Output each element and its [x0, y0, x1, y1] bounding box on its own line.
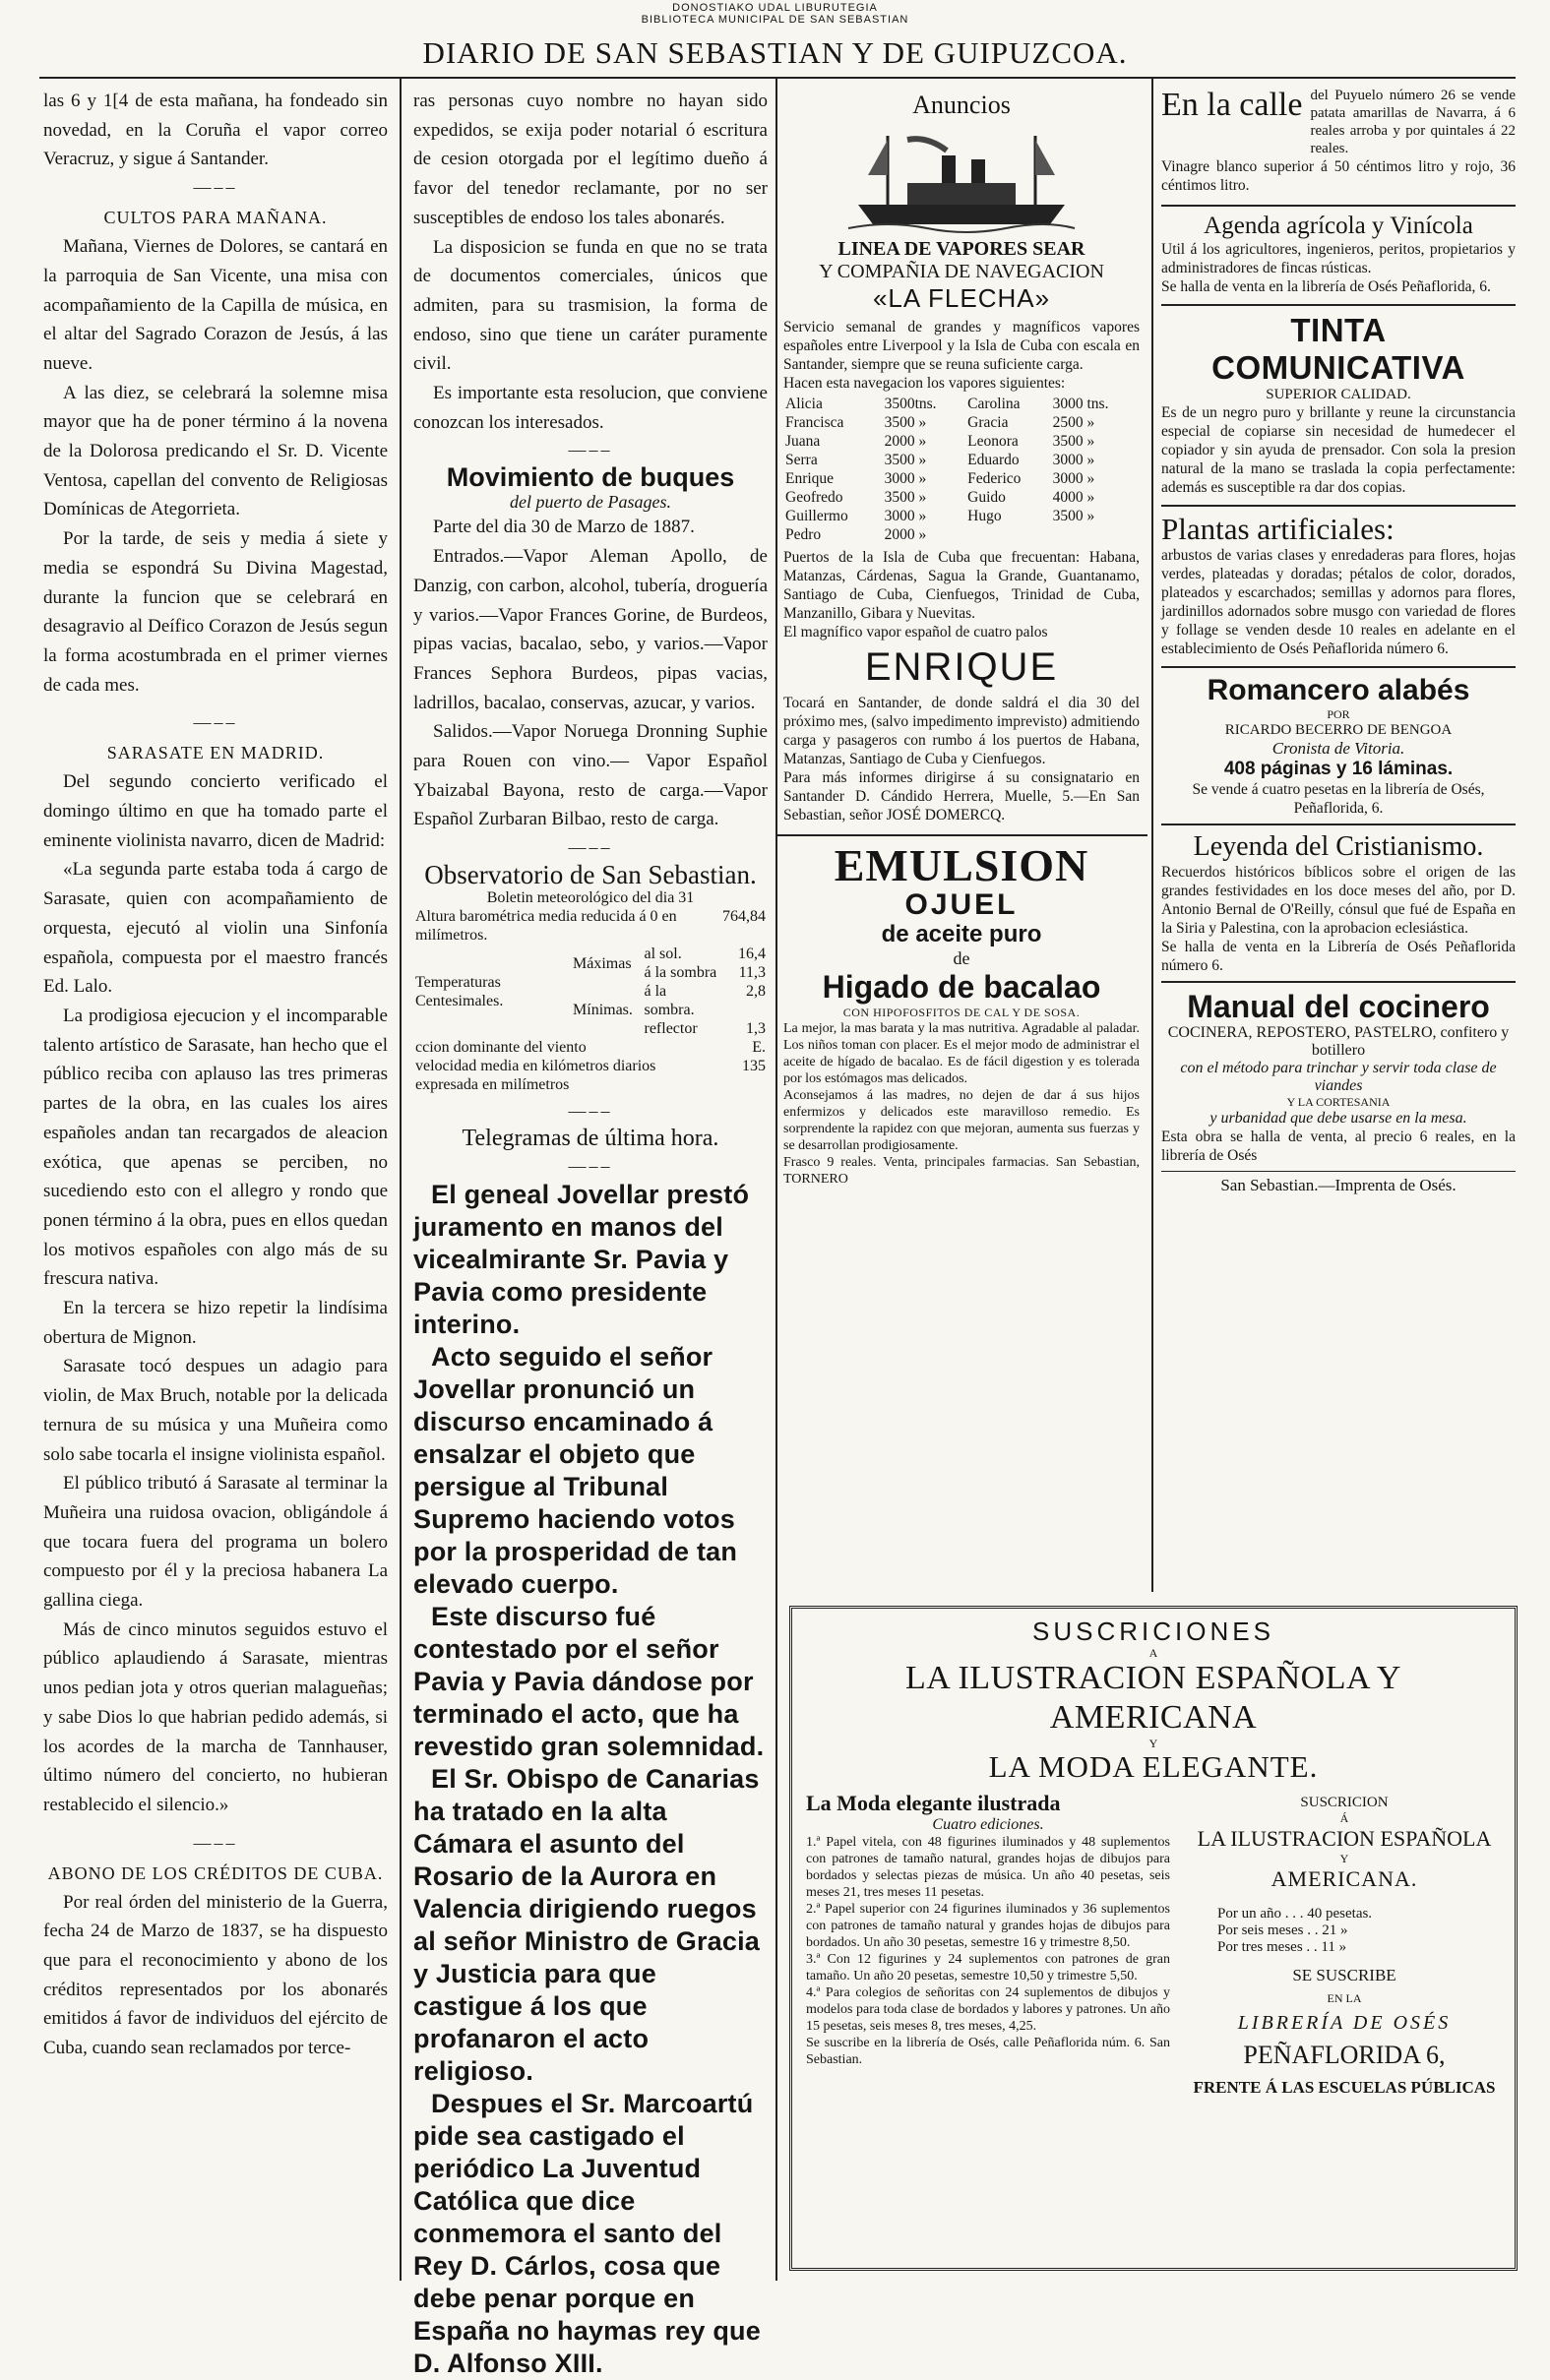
- emulsion-title: EMULSION: [834, 840, 1089, 890]
- weather-label: reflector: [644, 1020, 698, 1038]
- romancero-cronista: Cronista de Vitoria.: [1271, 739, 1405, 758]
- manual-cocinera: COCINERA, REPOSTERO, PASTELRO, confitero y botillero: [1167, 1024, 1510, 1059]
- ad-divider: [1161, 304, 1516, 306]
- column-1: [43, 87, 388, 2271]
- en-la-calle-text: del Puyuelo número 26 se vende patata amarillas de Navarra, á 6 reales arroba y por quintales á 22 reales.: [1310, 88, 1516, 156]
- observatorio-heading: Observatorio de San Sebastian.: [424, 860, 757, 890]
- ship-row: [783, 413, 1140, 432]
- abono-paragraph-3: Es importante esta resolucion, que conviene conozcan los interesados.: [413, 383, 768, 433]
- ship-cell: Eduardo: [967, 452, 1020, 468]
- ship-cell: 3500 »: [884, 489, 927, 506]
- telegramas-heading: Telegramas de última hora.: [462, 1126, 719, 1152]
- shipping-note: las 6 y 1[4 de esta mañana, ha fondeado sin novedad, en la Coruña el vapor correo Veracruz, y sigue á Santander.: [43, 91, 388, 170]
- sarasate-paragraph-5: Sarasate tocó despues un adagio para violin, de Max Bruch, notable por la delicada ternura de su música y una Muñeira como solo sabe tocarla el insigne violinista español.: [43, 1356, 388, 1465]
- abono-heading: ABONO DE LOS CRÉDITOS DE CUBA.: [47, 1862, 384, 1883]
- weather-value: E.: [752, 1039, 766, 1057]
- enrique-title: ENRIQUE: [864, 645, 1059, 689]
- suscricion-y: Y: [1339, 1852, 1349, 1865]
- ship-cell: Juana: [785, 433, 821, 450]
- anuncios-heading: Anuncios: [912, 91, 1011, 119]
- edicion-4: 4.ª Para colegios de señoritas con 24 suplementos de dibujos y modelos para toda clase de bordados y labores y patrones. Un año 15 pesetas, seis meses 8, tres meses, 4,25.: [806, 1985, 1170, 2034]
- sarasate-paragraph-3: La prodigiosa ejecucion y el incomparable talento artístico de Sarasate, han hecho que el público reciba con aplauso las tres primeras partes de la obra, en las cuales los aires españoles andan tan recargados de aleacion exótica, que apenas se perciben, no sucediendo esto con el allegro y rondo que ponen término á la obra, pues en ellos quedan los motivos españoles con algo más de su frescura nativa.: [43, 1005, 388, 1290]
- sarasate-heading: SARASATE EN MADRID.: [106, 743, 325, 763]
- telegrama-4: El Sr. Obispo de Canarias ha tratado en la alta Cámara el asunto del Rosario de la Aurora en Valencia dirigiendo ruegos al señor Ministro de Gracia y Justicia para que castigue á los que profanaron el acto religioso.: [413, 1764, 761, 2087]
- weather-label: al sol.: [644, 946, 682, 963]
- column-divider-3: [1151, 77, 1153, 1592]
- ship-cell: 3000 »: [1052, 452, 1095, 468]
- libreria-oses: LIBRERÍA DE OSÉS: [1237, 2012, 1452, 2034]
- emulsion-paragraph-1: La mejor, la mas barata y la mas nutritiva. Agradable al paladar. Los niños toman con placer. Es el mejor modo de administrar el aceite de hígado de bacalao. Es de fácil digestion y es tolerada por los estómagos mas delicados.: [783, 1021, 1140, 1086]
- ship-cell: 3500 »: [884, 452, 927, 468]
- tinta-text: Es de un negro puro y brillante y reune la circunstancia especial de copiarse sin necesidad de humedecer el copiador y sin ayuda de prensador. Con sola la presion natural de la mano se traslada la copia perfectamente: además es susceptible ra dar dos copias.: [1161, 404, 1516, 496]
- newspaper-title: DIARIO DE SAN SEBASTIAN Y DE GUIPUZCOA.: [422, 35, 1128, 70]
- higado-title: Higado de bacalao: [822, 969, 1101, 1005]
- cultos-paragraph-1: Mañana, Viernes de Dolores, se cantará en la parroquia de San Vicente, una misa con acompañamiento de la Capilla de música, en el altar del Sagrado Corazon de Jesús, á las nueve.: [43, 236, 388, 374]
- ship-cell: 3500 »: [1052, 433, 1095, 450]
- en-la-calle-ad: [1161, 87, 1516, 157]
- weather-value: 135: [742, 1058, 766, 1075]
- weather-label: á la sombra: [644, 964, 717, 982]
- weather-value: 16,4: [738, 946, 766, 963]
- ship-row: [783, 451, 1140, 469]
- ad-divider: [1161, 666, 1516, 668]
- ship-cell: 3000 »: [1052, 470, 1095, 487]
- ship-row: [783, 507, 1140, 525]
- se-suscribe: SE SUSCRIBE: [1292, 1966, 1396, 1984]
- column-3: [783, 87, 1140, 1582]
- americana-label: AMERICANA.: [1271, 1866, 1418, 1891]
- price-year: Por un año . . . 40 pesetas.: [1217, 1906, 1373, 1922]
- cultos-paragraph-3: Por la tarde, de seis y media á siete y media se espondrá Su Divina Magestad, durante la funcion que se celebrará en desagravio al Deífico Corazon de Jesús segun la forma acostumbrada en el primer viernes de cada mes.: [43, 528, 388, 696]
- plantas-text: arbustos de varias clases y enredaderas para flores, hojas verdes, plateadas y doradas; pétalos de color, dorados, plateados y escarchados; semillas y adornos para flores, jardinillos adornados sobre musgo con variedad de flores y follage se venden desde 10 reales en adelante en el establecimiento de Osés Peñaflorida número 6.: [1161, 547, 1516, 657]
- ilustracion-title: LA ILUSTRACION ESPAÑOLA Y AMERICANA: [905, 1660, 1401, 1736]
- weather-value: 1,3: [746, 1020, 766, 1038]
- suscriciones-a: A: [1148, 1646, 1158, 1660]
- manual-urbanidad: y urbanidad que debe usarse en la mesa.: [1209, 1110, 1467, 1127]
- ad-divider: [775, 834, 1147, 836]
- cultos-heading: CULTOS PARA MAÑANA.: [103, 208, 328, 228]
- separator: —––: [568, 1156, 613, 1177]
- sarasate-paragraph-4: En la tercera se hizo repetir la lindísima obertura de Mignon.: [43, 1298, 388, 1348]
- leyenda-title: Leyenda del Cristianismo.: [1193, 831, 1484, 862]
- weather-label: á la sombra.: [644, 983, 695, 1019]
- frente-escuelas: FRENTE Á LAS ESCUELAS PÚBLICAS: [1193, 2078, 1496, 2097]
- suscriciones-title: SUSCRICIONES: [1032, 1617, 1274, 1646]
- ship-cell: Serra: [785, 452, 818, 468]
- leyenda-text: Recuerdos históricos bíblicos sobre el origen de las grandes festividades en los doce meses del año, por D. Antonio Bernal de O'Reilly, cónsul que fué de España en la Siria y Palestina, con la aprobacion eclesiástica.: [1161, 864, 1516, 937]
- weather-label: velocidad media en kilómetros diarios expresada en milímetros: [415, 1058, 656, 1094]
- imprenta-line: San Sebastian.—Imprenta de Osés.: [1220, 1176, 1457, 1194]
- ship-cell: Leonora: [967, 433, 1019, 450]
- ship-row: [783, 525, 1140, 544]
- weather-label: Altura barométrica media reducida á 0 en milímetros.: [415, 908, 677, 945]
- linea-vapores-title: LINEA DE VAPORES SEAR: [837, 238, 1085, 260]
- suscricion-a: Á: [1339, 1811, 1349, 1825]
- column-divider-2: [775, 77, 777, 2281]
- separator: —––: [193, 712, 238, 733]
- ships-table: [783, 395, 1140, 544]
- ship-cell: 3500 »: [884, 414, 927, 431]
- moda-column: [806, 1791, 1170, 2098]
- observatorio-subheading: Boletin meteorológico del dia 31: [486, 889, 695, 907]
- weather-value: 764,84: [722, 908, 766, 926]
- ship-cell: Guido: [967, 489, 1006, 506]
- weather-label: Máximas: [573, 954, 632, 972]
- movimiento-subheading: del puerto de Pasages.: [510, 492, 671, 513]
- separator: —––: [193, 1832, 238, 1853]
- ilustracion-espanola: LA ILUSTRACION ESPAÑOLA: [1197, 1826, 1492, 1851]
- ship-cell: 3500 »: [1052, 508, 1095, 524]
- edicion-2: 2.ª Papel superior con 24 figurines iluminados y 36 suplementos con patrones de tamaño natural y grandes hojas de dibujos para bordados. Un año 30 pesetas, semestre 16 y trimestre 8,50.: [806, 1902, 1170, 1950]
- abono-continued: ras personas cuyo nombre no hayan sido expedidos, se exija poder notarial ó escritura de cesion otorgada por el legítimo dueño á favor del tenedor reclamante, por no ser susceptibles de endoso los tales abonarés.: [413, 91, 768, 228]
- ship-cell: Guillermo: [785, 508, 848, 524]
- column-4: [1161, 87, 1516, 1582]
- ship-cell: 2000 »: [884, 433, 927, 450]
- ship-cell: 3000 »: [884, 508, 927, 524]
- penaflorida-address: PEÑAFLORIDA 6,: [1243, 2041, 1446, 2069]
- ship-cell: 2500 »: [1052, 414, 1095, 431]
- edicion-1: 1.ª Papel vitela, con 48 figurines iluminados y 48 suplementos con patrones de tamaño natural, grandes hojas de dibujos para bordados y selectas piezas de música. Un año 40 pesetas, seis meses 21, tres meses 11 pesetas.: [806, 1835, 1170, 1900]
- ad-divider: [1161, 1171, 1516, 1172]
- column-2: [413, 87, 768, 2379]
- de-line: de: [953, 948, 970, 968]
- separator: —––: [568, 440, 613, 460]
- emulsion-paragraph-3: Frasco 9 reales. Venta, principales farmacias. San Sebastian, TORNERO: [783, 1155, 1140, 1187]
- enrique-paragraph-2: Para más informes dirigirse á su consignatario en Santander D. Cándido Herrera, Muelle, 5.—En San Sebastian, señor JOSÉ DOMERCQ.: [783, 769, 1140, 824]
- ship-cell: 3000 »: [884, 470, 927, 487]
- suscriciones-ad: [789, 1606, 1518, 2271]
- ojuel-title: OJUEL: [904, 888, 1019, 921]
- steamship-icon: [848, 126, 1075, 234]
- aceite-line: de aceite puro: [881, 921, 1042, 947]
- emulsion-paragraph-2: Aconsejamos á las madres, no dejen de dar á sus hijos enfermizos y delicados este maravilloso remedio. Es sorprendente la rapidez con que mejoran, aumenta sus fuerzas y se desarrollan prodigiosamente.: [783, 1088, 1140, 1153]
- ship-row: [783, 488, 1140, 507]
- suscriciones-y: Y: [1148, 1737, 1158, 1750]
- separator: —––: [568, 837, 613, 858]
- plantas-title: Plantas artificiales:: [1161, 512, 1395, 546]
- sarasate-paragraph-6: El público tributó á Sarasate al terminar la Muñeira una ruidosa ovacion, obligándole á que tocara fuera del programa un bolero compuesto por él y la preciosa habanera La gallina ciega.: [43, 1473, 388, 1612]
- weather-value: 11,3: [738, 964, 766, 982]
- abono-paragraph: Por real órden del ministerio de la Guerra, fecha 24 de Marzo de 1837, se ha dispuesto que para el reconocimiento y abono de los créditos representados por los abonarés emitidos á favor de individuos del ejército de Cuba, cuando sean reclamados por terce-: [43, 1891, 388, 2059]
- header-rule: [39, 77, 1516, 79]
- ship-cell: 3500tns.: [884, 396, 937, 412]
- ship-row: [783, 432, 1140, 451]
- manual-metodo: con el método para trinchar y servir toda clase de viandes: [1180, 1060, 1497, 1094]
- weather-value: 2,8: [746, 983, 766, 1001]
- column-divider-1: [400, 77, 402, 2281]
- movimiento-salidos: Salidos.—Vapor Noruega Dronning Suphie para Rouen con vino.— Vapor Español Ybaizabal Bayona, resto de carga.—Vapor Español Zurbaran Bilbao, resto de carga.: [413, 721, 768, 830]
- weather-label: Temperaturas Centesimales.: [415, 973, 504, 1009]
- ship-cell: Alicia: [785, 396, 823, 412]
- separator: —––: [568, 1101, 613, 1122]
- agenda-text: Util á los agricultores, ingenieros, peritos, propietarios y administradores de fincas rústicas.: [1161, 241, 1516, 276]
- ship-cell: 3000 tns.: [1052, 396, 1109, 412]
- flecha-paragraph-3: Puertos de la Isla de Cuba que frecuentan: Habana, Matanzas, Cárdenas, Sagua la Grande, Guantanamo, Santiago de Cuba, Cienfuegos, Trinidad de Cuba, Manzanillo, Gibara y Nuevitas.: [783, 549, 1140, 622]
- ilustracion-column: [1188, 1791, 1501, 2098]
- ship-cell: Francisca: [785, 414, 844, 431]
- romancero-pages: 408 páginas y 16 láminas.: [1223, 759, 1454, 779]
- moda-elegante-title: LA MODA ELEGANTE.: [988, 1749, 1319, 1784]
- movimiento-heading: Movimiento de buques: [446, 462, 735, 493]
- hipofosfitos-line: CON HIPOFOSFITOS DE CAL Y DE SOSA.: [842, 1006, 1081, 1019]
- cuatro-ediciones: Cuatro ediciones.: [932, 1816, 1044, 1833]
- ship-cell: Carolina: [967, 396, 1021, 412]
- telegrama-5: Despues el Sr. Marcoartú pide sea castigado el periódico La Juventud Católica que dice conmemora el santo del Rey D. Cárlos, cosa que debe penar porque en España no haymas rey que D. Alfonso XIII.: [413, 2089, 761, 2379]
- telegrama-3: Este discurso fué contestado por el señor Pavia y Pavia dándose por terminado el acto, que ha revestido gran solemnidad.: [413, 1602, 765, 1762]
- romancero-title: Romancero alabés: [1207, 674, 1470, 706]
- ship-cell: Hugo: [967, 508, 1002, 524]
- library-header: DONOSTIAKO UDAL LIBURUTEGIA BIBLIOTECA MUNICIPAL DE SAN SEBASTIAN: [641, 2, 909, 26]
- price-three-months: Por tres meses . . 11 »: [1217, 1939, 1347, 1955]
- suscriciones-columns: [806, 1791, 1501, 2098]
- manual-title: Manual del cocinero: [1187, 989, 1490, 1024]
- sarasate-paragraph-2: «La segunda parte estaba toda á cargo de Sarasate, quien con acompañamiento de orquesta, ejecutó al violin una Sinfonía española, compuesta por el maestro francés Ed. Lalo.: [43, 859, 388, 998]
- weather-table: [413, 907, 768, 1094]
- ad-divider: [1161, 205, 1516, 207]
- weather-label: Mínimas.: [573, 1002, 633, 1019]
- movimiento-entrados: Entrados.—Vapor Aleman Apollo, de Danzig, con carbon, alcohol, tubería, droguería y varios.—Vapor Frances Gorine, de Burdeos, pipas vacias, bacalao, sebo, y varios.—Vapor Frances Sephora Burdeos, pipas vacias, ladrillos, bacalao, conservas, azucar, y varios.: [413, 546, 768, 713]
- ship-cell: Federico: [967, 470, 1022, 487]
- romancero-sale: Se vende á cuatro pesetas en la librería de Osés, Peñaflorida, 6.: [1192, 781, 1485, 817]
- ship-cell: Geofredo: [785, 489, 843, 506]
- agenda-title: Agenda agrícola y Vinícola: [1204, 213, 1473, 239]
- en-la: EN LA: [1327, 1991, 1362, 2005]
- ship-cell: 2000 »: [884, 526, 927, 543]
- ad-divider: [1161, 505, 1516, 507]
- sarasate-paragraph-7: Más de cinco minutos seguidos estuvo el público aplaudiendo á Sarasate, mientras unos pedian jota y otros querian malagueñas; y sabe Dios lo que habrian pedido además, si los acordes de la marcha de Tannhauser, último número del concierto, no hubieran restablecido el silencio.»: [43, 1618, 388, 1815]
- tinta-title: TINTA COMUNICATIVA: [1211, 312, 1465, 386]
- moda-ilustrada-title: La Moda elegante ilustrada: [806, 1791, 1061, 1815]
- abono-paragraph-2: La disposicion se funda en que no se trata de documentos comerciales, únicos que admiten, para su trasmision, la forma de endoso, sino que tiene un caráter puramente civil.: [413, 236, 768, 375]
- suscricion-label: SUSCRICION: [1300, 1795, 1389, 1810]
- flecha-paragraph-4: El magnífico vapor español de cuatro palos: [783, 624, 1048, 641]
- enrique-paragraph-1: Tocará en Santander, de donde saldrá el dia 30 del próximo mes, (salvo impedimento imprevisto) admitiendo carga y pasageros con rumbo á los puertos de Habana, Matanzas, Santiago de Cuba y Cienfuegos.: [783, 695, 1140, 767]
- la-flecha-title: «LA FLECHA»: [872, 283, 1051, 313]
- ship-row: [783, 395, 1140, 413]
- price-six-months: Por seis meses . . 21 »: [1217, 1922, 1348, 1938]
- ship-cell: [965, 525, 1050, 544]
- manual-cortesania: Y LA CORTESANIA: [1286, 1095, 1391, 1109]
- telegramas-body: [413, 1179, 768, 2380]
- edicion-suscribe: Se suscribe en la librería de Osés, calle Peñaflorida núm. 6. San Sebastian.: [806, 2036, 1170, 2067]
- compania-title: Y COMPAÑIA DE NAVEGACION: [819, 261, 1104, 282]
- separator: —––: [193, 177, 238, 198]
- vinagre-text: Vinagre blanco superior á 50 céntimos litro y rojo, 36 céntimos litro.: [1161, 158, 1516, 194]
- ship-cell: [1051, 525, 1140, 544]
- edicion-3: 3.ª Con 12 figurines y 24 suplementos con patrones de gran tamaño. Un año 20 pesetas, semestre 10,50 y trimestre 5,50.: [806, 1952, 1170, 1983]
- en-la-calle-title: En la calle: [1161, 87, 1303, 123]
- ship-cell: Gracia: [967, 414, 1009, 431]
- ad-divider: [1161, 824, 1516, 825]
- cultos-paragraph-2: A las diez, se celebrará la solemne misa mayor que ha de poner término á la novena de la Dolorosa predicando el Sr. D. Vicente Ventosa, capellan del convento de Religiosas Domínicas de Ategorrieta.: [43, 382, 388, 520]
- ship-cell: Pedro: [785, 526, 822, 543]
- romancero-author: RICARDO BECERRO DE BENGOA: [1224, 722, 1453, 738]
- telegrama-1: El geneal Jovellar prestó juramento en manos del vicealmirante Sr. Pavia y Pavia como presidente interino.: [413, 1180, 750, 1340]
- tinta-subtitle: SUPERIOR CALIDAD.: [1266, 387, 1411, 402]
- flecha-paragraph-2: Hacen esta navegacion los vapores siguientes:: [783, 375, 1066, 392]
- romancero-por: POR: [1327, 707, 1350, 721]
- weather-label: ccion dominante del viento: [415, 1039, 587, 1057]
- movimiento-date: Parte del dia 30 de Marzo de 1887.: [433, 517, 695, 538]
- sarasate-paragraph-1: Del segundo concierto verificado el domingo último en que ha tomado parte el eminente violinista navarro, dicen de Madrid:: [43, 771, 388, 851]
- flecha-paragraph-1: Servicio semanal de grandes y magníficos vapores españoles entre Liverpool y la Isla de Cuba con escala en Santander, siempre que se reuna suficiente carga.: [783, 319, 1140, 373]
- ship-row: [783, 469, 1140, 488]
- manual-sale: Esta obra se halla de venta, al precio 6 reales, en la librería de Osés: [1161, 1129, 1516, 1164]
- ship-cell: Enrique: [785, 470, 835, 487]
- leyenda-text-2: Se halla de venta en la Librería de Osés Peñaflorida número 6.: [1161, 939, 1516, 974]
- telegrama-2: Acto seguido el señor Jovellar pronunció un discurso encaminado á ensalzar el objeto que persigue al Tribunal Supremo haciendo votos por la prosperidad de tan elevado cuerpo.: [413, 1342, 738, 1600]
- ad-divider: [1161, 981, 1516, 983]
- ship-cell: 4000 »: [1052, 489, 1095, 506]
- agenda-text-2: Se halla de venta en la librería de Osés Peñaflorida, 6.: [1161, 278, 1491, 295]
